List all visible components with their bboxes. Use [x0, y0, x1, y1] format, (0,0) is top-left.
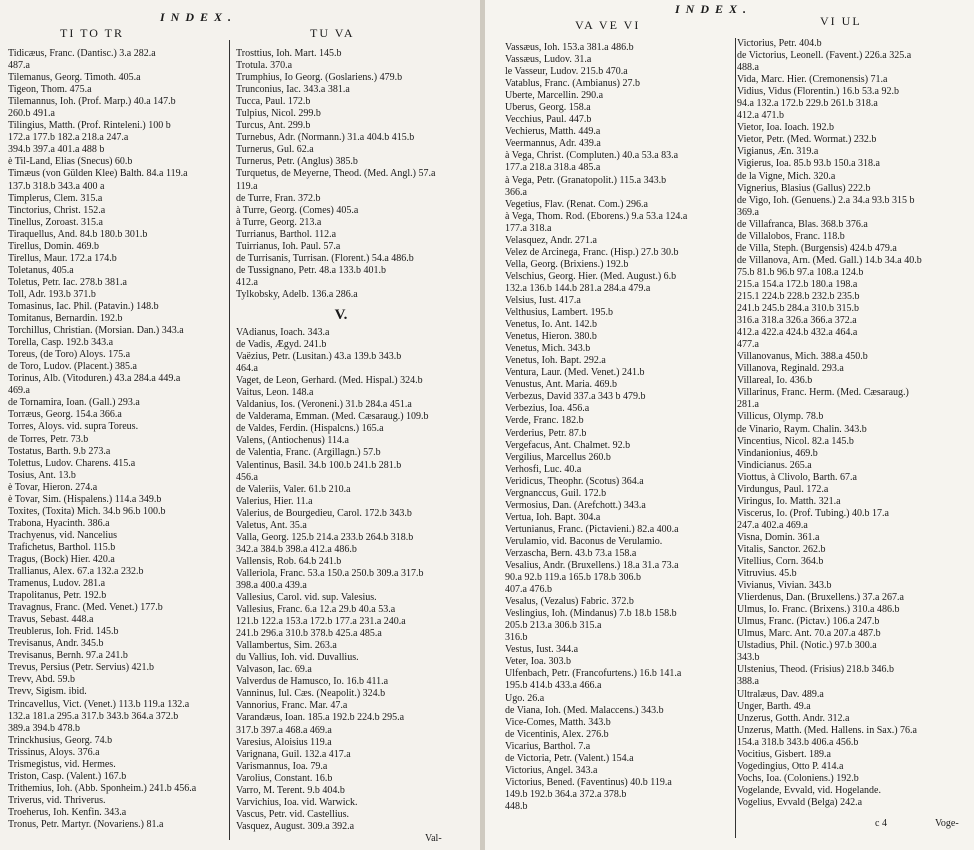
index-entry: Vicarius, Barthol. 7.a: [505, 740, 591, 752]
index-entry: Trevisanus, Bernh. 97.a 241.b: [8, 650, 128, 662]
index-entry: Ugo. 26.a: [505, 692, 545, 704]
index-entry: de Toro, Ludov. (Placent.) 385.a: [8, 361, 137, 373]
index-entry: Trosttius, Ioh. Mart. 145.b: [236, 48, 342, 59]
index-entry: Venetus, Io. Ant. 142.b: [505, 319, 597, 331]
index-entry: Trismegistus, vid. Hermes.: [8, 758, 116, 770]
index-entry: de Viana, Ioh. (Med. Malaccens.) 343.b: [505, 704, 664, 716]
index-entry: Tostatus, Barth. 9.b 273.a: [8, 445, 111, 457]
index-entry: Uberte, Marcellin. 290.a: [505, 90, 604, 102]
index-entry: è Tovar, Hieron. 274.a: [8, 481, 98, 493]
index-entry: Vascus, Petr. vid. Castellius.: [236, 808, 350, 820]
index-entry: Velthusius, Lambert. 195.b: [505, 307, 614, 319]
index-entry: du Vallius, Ioh. vid. Duvallius.: [236, 652, 359, 664]
index-entry: Victorius, Angel. 343.a: [505, 764, 598, 776]
index-entry: 366.a: [505, 186, 527, 198]
index-entry: Vogedingius, Otto P. 414.a: [737, 760, 844, 772]
index-entry: 342.a 384.b 398.a 412.a 486.b: [236, 543, 357, 555]
index-entry: 132.a 181.a 295.a 317.b 343.b 364.a 372.b: [8, 710, 179, 722]
index-column-left: [505, 42, 733, 813]
column-head: TI TO TR: [60, 26, 125, 40]
index-entry: 177.a 218.a 318.a 485.a: [505, 162, 601, 174]
index-entry: Torræus, Georg. 154.a 366.a: [8, 409, 122, 421]
index-entry: 119.a: [236, 180, 258, 192]
index-entry: de Valeriis, Valer. 61.b 210.a: [236, 483, 351, 495]
index-entry: Vochs, Ioa. (Coloniens.) 192.b: [737, 772, 859, 784]
index-entry: Verbezus, David 337.a 343 b 479.b: [505, 391, 646, 403]
index-entry: Valetus, Ant. 35.a: [236, 519, 307, 531]
index-entry: Venetus, Ioh. Bapt. 292.a: [505, 355, 606, 367]
index-entry: 195.b 414.b 433.a 466.a: [505, 680, 602, 692]
index-entry: Vietor, Petr. (Med. Wormat.) 232.b: [737, 134, 877, 146]
index-entry: Vesalus, (Vezalus) Fabric. 372.b: [505, 596, 634, 608]
index-entry: 389.a 394.b 478.b: [8, 722, 80, 734]
index-entry: Varandæus, Ioan. 185.a 192.b 224.b 295.a: [236, 712, 405, 724]
index-entry: Villareal, Io. 436.b: [737, 375, 813, 387]
index-entry: Varesius, Aloisius 119.a: [236, 736, 332, 748]
index-entry: Tomitanus, Bernardin. 192.b: [8, 313, 123, 325]
index-entry: de Villalobos, Franc. 118.b: [737, 230, 845, 242]
column-head: VI UL: [820, 14, 862, 28]
index-column-left: [8, 48, 226, 831]
index-entry: Travagnus, Franc. (Med. Venet.) 177.b: [8, 602, 163, 614]
index-entry: Vallesius, Carol. vid. sup. Valesius.: [236, 592, 377, 604]
index-entry: Vigierus, Ioa. 85.b 93.b 150.a 318.a: [737, 158, 880, 170]
index-entry: Unzerus, Gotth. Andr. 312.a: [737, 712, 850, 724]
index-entry: Travus, Sebast. 448.a: [8, 614, 94, 626]
index-entry: Trapolitanus, Petr. 192.b: [8, 590, 107, 602]
index-entry: de Tussignano, Petr. 48.a 133.b 401.b: [236, 264, 387, 276]
index-entry: Varro, M. Terent. 9.b 404.b: [236, 784, 345, 796]
index-entry: Vergefacus, Ant. Chalmet. 92.b: [505, 439, 631, 451]
index-entry: Torella, Casp. 192.b 343.a: [8, 337, 114, 349]
index-entry: 316.b: [505, 632, 528, 644]
index-entry: 316.a 318.a 326.a 366.a 372.a: [737, 315, 857, 327]
index-entry: Vogelius, Evvald (Belga) 242.a: [737, 796, 863, 808]
index-entry: Trallianus, Alex. 67.a 132.a 232.b: [8, 566, 144, 578]
index-entry: à Vega, Petr. (Granatopolit.) 115.a 343.b: [505, 174, 667, 186]
index-entry: VAdianus, Ioach. 343.a: [236, 326, 330, 338]
index-entry: Treublerus, Ioh. Frid. 145.b: [8, 626, 119, 638]
index-entry: Verhosfi, Luc. 40.a: [505, 463, 582, 475]
index-entry: Vivianus, Vivian. 343.b: [737, 580, 832, 592]
index-entry: Ulmus, Franc. (Pictav.) 106.a 247.b: [737, 616, 880, 628]
index-entry: Verzascha, Bern. 43.b 73.a 158.a: [505, 547, 637, 559]
index-entry: Turcus, Ant. 299.b: [236, 120, 311, 132]
index-entry: 90.a 92.b 119.a 165.b 178.b 306.b: [505, 572, 642, 584]
index-entry: Trafichetus, Barthol. 115.b: [8, 541, 116, 553]
index-entry: Trevisanus, Andr. 345.b: [8, 638, 104, 650]
signature-mark: c 4: [875, 818, 887, 829]
index-entry: Valens, (Antiochenus) 114.a: [236, 435, 349, 447]
index-entry: Trachyenus, vid. Nancelius: [8, 529, 118, 541]
index-entry: Turnerus, Gul. 62.a: [236, 144, 314, 156]
index-entry: Ulmus, Io. Franc. (Brixens.) 310.a 486.b: [737, 604, 900, 616]
index-entry: 94.a 132.a 172.b 229.b 261.b 318.a: [737, 98, 878, 110]
column-head: VA VE VI: [575, 18, 641, 32]
index-entry: Vallensis, Rob. 64.b 241.b: [236, 555, 342, 567]
index-entry: Vidius, Vidus (Florentin.) 16.b 53.a 92.b: [737, 86, 899, 98]
index-entry: Torchillus, Christian. (Morsian. Dan.) 343.a: [8, 325, 184, 337]
index-entry: Tylkobsky, Adelb. 136.a 286.a: [236, 288, 358, 300]
index-entry: Villanova, Reginald. 293.a: [737, 363, 844, 375]
index-entry: Veslingius, Ioh. (Mindanus) 7.b 18.b 158.b: [505, 608, 677, 620]
index-entry: Velsius, Iust. 417.a: [505, 294, 581, 306]
index-entry: Valverdus de Hamusco, Io. 16.b 411.a: [236, 676, 389, 688]
index-entry: 215.a 154.a 172.b 180.a 198.a: [737, 278, 858, 290]
index-entry: Trincavellus, Vict. (Venet.) 113.b 119.a 132.a: [8, 698, 190, 710]
index-entry: 388.a: [737, 676, 759, 688]
index-entry: Vegetius, Flav. (Renat. Com.) 296.a: [505, 198, 648, 210]
index-entry: 215.1 224.b 228.b 232.b 235.b: [737, 290, 860, 302]
index-entry: Uberus, Georg. 158.a: [505, 102, 591, 114]
index-entry: Venetus, Hieron. 380.b: [505, 331, 597, 343]
index-entry: Verderius, Petr. 87.b: [505, 427, 587, 439]
index-entry: Valvason, Iac. 69.a: [236, 664, 312, 676]
index-entry: Vocitius, Gisbert. 189.a: [737, 748, 831, 760]
index-entry: Viscerus, Io. (Prof. Tubing.) 40.b 17.a: [737, 507, 889, 519]
index-entry: 247.a 402.a 469.a: [737, 519, 808, 531]
index-entry: è Tovar, Sim. (Hispalens.) 114.a 349.b: [8, 493, 162, 505]
index-entry: Trumphius, Io Georg. (Goslariens.) 479.b: [236, 72, 403, 84]
index-entry: Tiraquellus, And. 84.b 180.b 301.b: [8, 228, 148, 240]
index-entry: Tilemannus, Ioh. (Prof. Marp.) 40.a 147.b: [8, 96, 176, 108]
index-entry: 456.a: [236, 471, 258, 483]
index-entry: Vechierus, Matth. 449.a: [505, 126, 601, 138]
index-entry: Tirellus, Maur. 172.a 174.b: [8, 252, 117, 264]
index-entry: Toll, Adr. 193.b 371.b: [8, 288, 96, 300]
index-entry: Turnerus, Petr. (Anglus) 385.b: [236, 156, 358, 168]
index-entry: 398.a 400.a 439.a: [236, 579, 307, 591]
index-entry: Vigianus, Æn. 319.a: [737, 146, 819, 158]
index-entry: Varignana, Guil. 132.a 417.a: [236, 748, 351, 760]
index-entry: Visna, Domin. 361.a: [737, 531, 820, 543]
index-entry: 317.b 397.a 468.a 469.a: [236, 724, 332, 736]
index-entry: Ulmus, Marc. Ant. 70.a 207.a 487.b: [737, 628, 881, 640]
index-entry: de Vinario, Raym. Chalin. 343.b: [737, 423, 867, 435]
index-entry: Villarinus, Franc. Herm. (Med. Cæsaraug.): [737, 387, 909, 399]
index-entry: Ventura, Laur. (Med. Venet.) 241.b: [505, 367, 645, 379]
index-entry: Vignerius, Blasius (Gallus) 222.b: [737, 182, 871, 194]
index-entry: 121.b 122.a 153.a 172.b 177.a 231.a 240.a: [236, 616, 406, 628]
index-entry: Turnebus, Adr. (Normann.) 31.a 404.b 415.b: [236, 132, 415, 144]
index-entry: Vergilius, Marcellus 260.b: [505, 451, 611, 463]
index-entry: Toletanus, 405.a: [8, 264, 74, 276]
index-entry: de Villa, Steph. (Burgensis) 424.b 479.a: [737, 242, 897, 254]
index-entry: Vaget, de Leon, Gerhard. (Med. Hispal.) 324.b: [236, 375, 423, 387]
index-entry: Vermosius, Dan. (Arefchott.) 343.a: [505, 499, 646, 511]
index-entry: Tosius, Ant. 13.b: [8, 469, 76, 481]
index-entry: 407.a 476.b: [505, 584, 552, 596]
index-entry: 132.a 136.b 144.b 281.a 284.a 479.a: [505, 282, 651, 294]
index-entry: de Vadis, Ægyd. 241.b: [236, 339, 327, 351]
index-entry: Vertua, Ioh. Bapt. 304.a: [505, 511, 601, 523]
index-entry: Virdungus, Paul. 172.a: [737, 483, 829, 495]
index-entry: Vaitus, Leon. 148.a: [236, 387, 314, 399]
index-entry: Unzerus, Matth. (Med. Hallens. in Sax.) 76.a: [737, 724, 917, 736]
index-entry: 412.a 471.b: [737, 110, 784, 122]
index-entry: Valla, Georg. 125.b 214.a 233.b 264.b 318.b: [236, 531, 414, 543]
index-entry: à Turre, Georg. (Comes) 405.a: [236, 204, 359, 216]
running-head: INDEX.: [160, 10, 238, 24]
index-entry: Trinckhusius, Georg. 74.b: [8, 734, 113, 746]
index-entry: Tucca, Paul. 172.b: [236, 96, 311, 108]
index-entry: Ulstenius, Theod. (Frisius) 218.b 346.b: [737, 664, 895, 676]
index-entry: Viottus, à Clivolo, Barth. 67.a: [737, 471, 857, 483]
index-entry: Vertunianus, Franc. (Pictavieni.) 82.a 400.a: [505, 523, 679, 535]
index-entry: Victorius, Bened. (Faventinus) 40.b 119.a: [505, 776, 672, 788]
index-entry: Vesalius, Andr. (Bruxellens.) 18.a 31.a 73.a: [505, 560, 679, 572]
index-entry: Torinus, Alb. (Vitoduren.) 43.a 284.a 449.a: [8, 373, 181, 385]
index-entry: Tigeon, Thom. 475.a: [8, 84, 92, 96]
index-entry: Villicus, Olymp. 78.b: [737, 411, 824, 423]
index-entry: Tilemanus, Georg. Timoth. 405.a: [8, 72, 141, 84]
index-entry: Vallesius, Franc. 6.a 12.a 29.b 40.a 53.a: [236, 604, 396, 616]
index-entry: Vella, Georg. (Brixiens.) 192.b: [505, 258, 629, 270]
index-entry: Tinctorius, Christ. 152.a: [8, 204, 106, 216]
index-entry: Venetus, Mich. 343.b: [505, 343, 591, 355]
index-entry: 469.a: [8, 385, 30, 397]
index-entry: Varolius, Constant. 16.b: [236, 772, 333, 784]
index-entry: Trevus, Persius (Petr. Servius) 421.b: [8, 662, 155, 674]
index-entry: Valleriola, Franc. 53.a 150.a 250.b 309.a 317.b: [236, 567, 424, 579]
index-entry: 477.a: [737, 339, 759, 351]
index-entry: Vaëzius, Petr. (Lusitan.) 43.a 139.b 343.b: [236, 351, 402, 363]
index-entry: 487.a: [8, 60, 30, 72]
index-entry: Tomasinus, Iac. Phil. (Patavin.) 148.b: [8, 300, 159, 312]
index-entry: Trevv, Sigism. ibid.: [8, 686, 87, 698]
index-entry: Turquetus, de Meyerne, Theod. (Med. Angl.) 57.a: [236, 168, 436, 180]
index-entry: de Villafranca, Blas. 368.b 376.a: [737, 218, 868, 230]
column-rule: [735, 38, 736, 838]
index-entry: Vitalis, Sanctor. 262.b: [737, 543, 826, 555]
index-entry: 343.b: [737, 652, 760, 664]
column-rule: [229, 40, 230, 840]
index-entry: Valdanius, Ios. (Veroneni.) 31.b 284.a 451.a: [236, 399, 412, 411]
index-entry: Villanovanus, Mich. 388.a 450.b: [737, 351, 868, 363]
index-column-right: [737, 38, 963, 809]
index-entry: Vice-Comes, Matth. 343.b: [505, 716, 611, 728]
index-entry: Vindanionius, 469.b: [737, 447, 818, 459]
index-entry: Tragus, (Bock) Hier. 420.a: [8, 553, 115, 565]
index-entry: Tronus, Petr. Martyr. (Novariens.) 81.a: [8, 819, 164, 830]
index-entry: Trevv, Abd. 59.b: [8, 674, 76, 686]
index-entry: Vestus, Iust. 344.a: [505, 644, 579, 656]
index-entry: de Villanova, Arn. (Med. Gall.) 14.b 34.a 40.b: [737, 254, 922, 266]
index-entry: de Vigo, Ioh. (Genuens.) 2.a 34.a 93.b 315 b: [737, 194, 915, 206]
index-entry: à Vega, Thom. Rod. (Eborens.) 9.a 53.a 124.a: [505, 210, 688, 222]
index-entry: Vanninus, Iul. Cæs. (Neapolit.) 324.b: [236, 688, 386, 700]
index-entry: Tinellus, Zoroast. 315.a: [8, 216, 103, 228]
index-entry: Timplerus, Clem. 315.a: [8, 192, 103, 204]
index-entry: Viringus, Io. Matth. 321.a: [737, 495, 841, 507]
index-entry: Vogelande, Evvald, vid. Hogelande.: [737, 784, 881, 796]
index-entry: Velschius, Georg. Hier. (Med. August.) 6.b: [505, 270, 677, 282]
catchword: Val-: [425, 833, 442, 844]
index-entry: Vassæus, Ludov. 31.a: [505, 54, 592, 66]
index-entry: Toxites, (Toxita) Mich. 34.b 96.b 100.b: [8, 505, 166, 517]
index-entry: Ulstadius, Phil. (Notic.) 97.b 300.a: [737, 640, 877, 652]
index-entry: de Victorius, Leonell. (Favent.) 226.a 325.a: [737, 50, 912, 62]
column-head: TU VA: [310, 26, 355, 40]
index-entry: 260.b 491.a: [8, 108, 55, 120]
index-entry: 464.a: [236, 363, 258, 375]
index-entry: Veridicus, Theophr. (Scotus) 364.a: [505, 475, 644, 487]
index-entry: Vincentius, Nicol. 82.a 145.b: [737, 435, 854, 447]
index-entry: 448.b: [505, 800, 528, 812]
index-entry: Vergnanccus, Guil. 172.b: [505, 487, 607, 499]
index-entry: 369.a: [737, 206, 759, 218]
index-entry: Vlierdenus, Dan. (Bruxellens.) 37.a 267.a: [737, 592, 904, 604]
index-entry: Trabona, Hyacinth. 386.a: [8, 517, 110, 529]
index-entry: Triverus, vid. Thriverus.: [8, 794, 106, 806]
index-entry: Trithemius, Ioh. (Abb. Sponheim.) 241.b 456.a: [8, 782, 197, 794]
index-entry: Valerius, de Bourgedieu, Carol. 172.b 343.b: [236, 507, 412, 519]
index-entry: Verde, Franc. 182.b: [505, 415, 584, 427]
index-entry: Veter, Ioa. 303.b: [505, 656, 571, 668]
index-entry: 149.b 192.b 364.a 372.a 378.b: [505, 788, 627, 800]
index-entry: Trunconius, Iac. 343.a 381.a: [236, 84, 350, 96]
index-entry: Tidicæus, Franc. (Dantisc.) 3.a 282.a: [8, 48, 156, 59]
index-column-right: [236, 48, 446, 833]
index-entry: è Til-Land, Elias (Snecus) 60.b: [8, 156, 133, 168]
index-entry: Toletus, Petr. Iac. 278.b 381.a: [8, 276, 127, 288]
index-entry: Trissinus, Aloys. 376.a: [8, 746, 100, 758]
index-entry: Verbezius, Ioa. 456.a: [505, 403, 590, 415]
index-entry: Torres, Aloys. vid. supra Toreus.: [8, 421, 139, 433]
index-entry: Vallambertus, Sim. 263.a: [236, 640, 337, 652]
index-entry: Tulpius, Nicol. 299.b: [236, 108, 321, 120]
index-entry: 241.b 245.b 284.a 310.b 315.b: [737, 303, 859, 315]
index-entry: 412.a: [236, 276, 258, 288]
index-entry: Vatablus, Franc. (Ambianus) 27.b: [505, 78, 640, 90]
index-entry: Tramenus, Ludov. 281.a: [8, 578, 106, 590]
index-entry: Varvichius, Ioa. vid. Warwick.: [236, 796, 358, 808]
index-entry: Vitellius, Corn. 364.b: [737, 556, 824, 568]
index-entry: de Vicentinis, Alex. 276.b: [505, 728, 609, 740]
index-entry: Unger, Barth. 49.a: [737, 700, 811, 712]
index-entry: 205.b 213.a 306.b 315.a: [505, 620, 602, 632]
index-entry: Ultralæus, Dav. 489.a: [737, 688, 824, 700]
index-entry: Vasquez, August. 309.a 392.a: [236, 820, 355, 832]
index-entry: Velez de Arcinega, Franc. (Hisp.) 27.b 30.b: [505, 246, 679, 258]
index-entry: 241.b 296.a 310.b 378.b 425.a 485.a: [236, 628, 382, 640]
index-entry: Tuirrianus, Ioh. Paul. 57.a: [236, 240, 341, 252]
index-entry: Trotula. 370.a: [236, 60, 293, 72]
index-entry: Tolettus, Ludov. Charens. 415.a: [8, 457, 136, 469]
catchword: Voge-: [935, 818, 959, 829]
index-entry: 75.b 81.b 96.b 97.a 108.a 124.b: [737, 266, 864, 278]
index-entry: Velasquez, Andr. 271.a: [505, 234, 597, 246]
index-entry: Venustus, Ant. Maria. 469.b: [505, 379, 617, 391]
index-entry: Vitruvius. 45.b: [737, 568, 797, 580]
index-entry: 412.a 422.a 424.b 432.a 464.a: [737, 327, 858, 339]
index-entry: Triston, Casp. (Valent.) 167.b: [8, 770, 127, 782]
index-entry: 488.a: [737, 62, 759, 74]
index-entry: de Valentia, Franc. (Argillagn.) 57.b: [236, 447, 381, 459]
section-heading: V.: [334, 306, 348, 323]
index-entry: Troeherus, Ioh. Kenfin. 343.a: [8, 806, 127, 818]
running-head: INDEX.: [675, 2, 753, 16]
index-entry: Ulfenbach, Petr. (Francofurtens.) 16.b 141.a: [505, 668, 682, 680]
index-entry: Vassæus, Ioh. 153.a 381.a 486.b: [505, 42, 634, 53]
index-entry: de Turrisanis, Turrisan. (Florent.) 54.a 486.b: [236, 252, 414, 264]
left-page: [0, 0, 480, 850]
index-entry: de Victoria, Petr. (Valent.) 154.a: [505, 752, 634, 764]
index-entry: Timæus (von Gülden Klee) Balth. 84.a 119.a: [8, 168, 188, 180]
index-entry: Tirellus, Domin. 469.b: [8, 240, 100, 252]
index-entry: à Vega, Christ. (Compluten.) 40.a 53.a 83.a: [505, 150, 679, 162]
index-entry: à Turre, Georg. 213.a: [236, 216, 322, 228]
index-entry: de la Vigne, Mich. 320.a: [737, 170, 836, 182]
index-entry: Tilingius, Matth. (Prof. Rinteleni.) 100 b: [8, 120, 171, 132]
index-entry: 281.a: [737, 399, 759, 411]
index-entry: le Vasseur, Ludov. 215.b 470.a: [505, 66, 628, 78]
index-entry: Verulamio, vid. Baconus de Verulamio.: [505, 535, 663, 547]
index-entry: Vecchius, Paul. 447.b: [505, 114, 592, 126]
index-entry: Turrianus, Barthol. 112.a: [236, 228, 337, 240]
index-entry: Valerius, Hier. 11.a: [236, 495, 313, 507]
index-entry: 172.a 177.b 182.a 218.a 247.a: [8, 132, 129, 144]
index-entry: Vannorius, Franc. Mar. 47.a: [236, 700, 348, 712]
index-entry: Vida, Marc. Hier. (Cremonensis) 71.a: [737, 74, 888, 86]
index-entry: de Valdes, Ferdin. (Hispalcns.) 165.a: [236, 423, 384, 435]
index-entry: Toreus, (de Toro) Aloys. 175.a: [8, 349, 131, 361]
index-entry: Victorius, Petr. 404.b: [737, 38, 822, 49]
index-entry: 154.a 318.b 343.b 406.a 456.b: [737, 736, 859, 748]
index-entry: de Turre, Fran. 372.b: [236, 192, 321, 204]
index-entry: 394.b 397.a 401.a 488 b: [8, 144, 105, 156]
index-entry: de Torres, Petr. 73.b: [8, 433, 89, 445]
index-entry: Valentinus, Basil. 34.b 100.b 241.b 281.b: [236, 459, 402, 471]
index-entry: Veermannus, Adr. 439.a: [505, 138, 601, 150]
index-entry: Varismannus, Ioa. 79.a: [236, 760, 328, 772]
right-page: [485, 0, 974, 850]
index-entry: Vietor, Ioa. Ioach. 192.b: [737, 122, 835, 134]
index-entry: 137.b 318.b 343.a 400 a: [8, 180, 105, 192]
index-entry: 177.a 318.a: [505, 222, 552, 234]
index-entry: de Tornamira, Ioan. (Gall.) 293.a: [8, 397, 140, 409]
index-entry: de Valderama, Emman. (Med. Cæsaraug.) 109.b: [236, 411, 429, 423]
index-entry: Vindicianus. 265.a: [737, 459, 812, 471]
